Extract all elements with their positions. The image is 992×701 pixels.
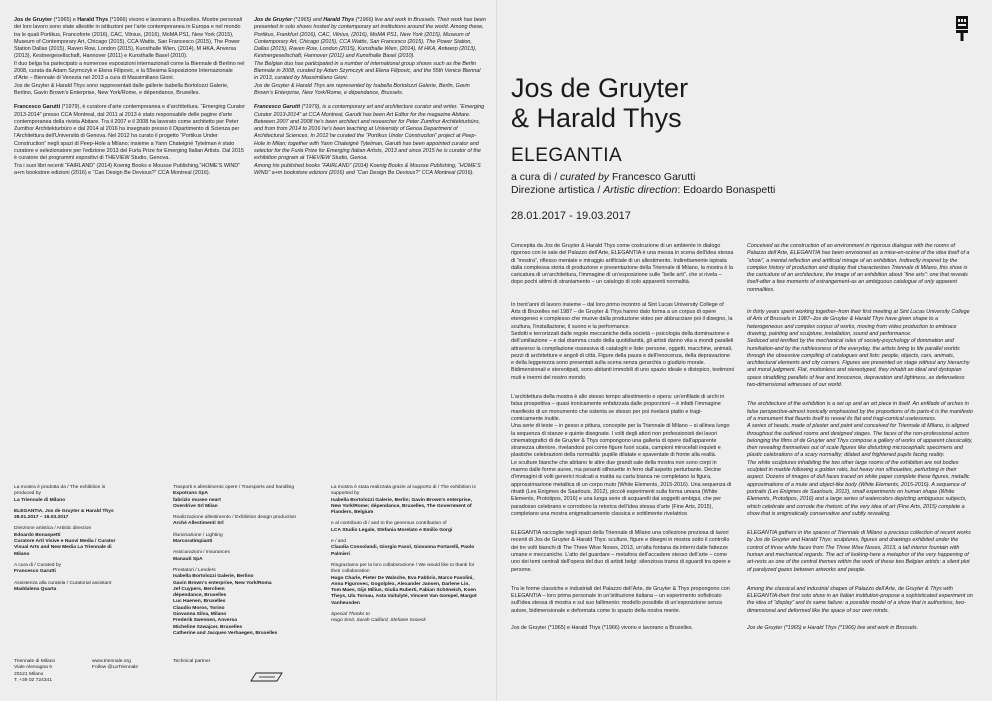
curated-by-line: a cura di / curated by Francesco Garutti	[511, 171, 696, 183]
technical-partner-label: Technical partner	[173, 659, 211, 664]
credit-entry: Ringraziamo per la loro collaborazione / We would like to thank for their collaboration Hugo Charle, Pieter De Walsche, Eva Fabbris, Marco Fasolini, Anna Figurovec, Gogolplex, Alexander Jansen, Darlene Lin, Tom Maes, Gijs Milius, Giulia Ruberti, Fabian Schöneich, Koen Theys, Ula Tornau, Asta Vaitulytė, Vincent Van Gompel, Margot Vanheusden	[331, 562, 477, 606]
credit-entry: Assistenza alla curatela / Curatorial assistant Maddalena Quarta	[14, 580, 112, 592]
body-paragraph-it: L’architettura della mostra è allo stesso tempo allestimento e opera: un’enfilade di archi in falsa prospettiva – quasi ironicamente enfatizzata dalle proporzioni – è infatti l’immagine manifesto di un monumento che ostenta se stesso per poi rivelarsi piatto e tragi-comicamente inutile. Una serie di teste – in gesso e pittura, concepite per la Triennale di Milano – si allinea lungo la sequenza di stanze e quinte disegnate. I volti degli attori non professionisti dei lavori cinematografici di de Gruyter & Thys compongono una galleria di opere dall’apparente stranezza ulteriore, rivelandosi poi come figure fuori scala, campioni mirocefali inquieti e plastiche celebrazioni della normalità: pupille dilatate e spaventate di fronte alla realtà. Le sculture bianche che abitano le altre due grandi sale della mostra non sono corpi in marmo dalle forme auree, ma pesanti silhouette in ferro dall’aspetto perturbante. Decine d’immagini di volti generici ricalcati a matita su carta bianca ne completano la figura, approssimazione metallica di un corpo muto (White Elements, 2015-2016). Una sequenza di ritratti (Les Enigmes de Saarlouis, 2012), piccoli esperimenti sulla forma umana (White Elements, Prototipos, 2016) e una lunga serie di acquarelli dai soggetti ambigui, che per paradosso celebrano e corrodono la retorica dell’idea stessa d’arte (Fine Arts, 2015), completano una mostra enigmaticamente classica e sottilmente rivelatrice.	[511, 394, 732, 517]
curator-credits	[511, 171, 891, 197]
artistic-direction-line: Direzione artistica / Artistic direction: Edoardo Bonaspetti	[511, 184, 776, 196]
credit-entry: Illuminazione / Lighting Marcoratimpianti	[173, 532, 223, 545]
footer-partner	[173, 659, 243, 670]
website-text: www.triennale.org Follow @LaTriennale	[92, 659, 139, 671]
body-column-italian	[511, 243, 734, 639]
credit-entry: Realizzazione allestimento / Exhibition design production Arché Allestimenti Srl	[173, 515, 297, 527]
body-paragraph-it: ELEGANTIA raccoglie negli spazi della Triennale di Milano una collezione preziosa di lavori recenti di Jos de Gruyter & Harald Thys: sculture, figure e disegni in mostra sotto il controllo dei tre volti bianchi di The Three Wise Noses, 2013, un’alta fontana da interni dalle fattezze umane e meccaniche. L’atto del guardare – metafora dell’accadere stesso dell’arte – come uno dei temi centrali dell’opera del duo di artisti belgi: silenziosa trama di sguardi tra opere e persone.	[511, 530, 731, 573]
bio-curator-en: Francesco Garutti (*1979), is a contemporary art and architecture curator and writer. “Emerging Curator 2013-2014” at CCA Montreal, Garutti has been Art Editor for the magazine Abitare. Between 2007 and 2008 he’s been architect and researcher for Peter Zumthor Architekturbüro, and from from 2014 to 2016 he’s been teaching at University of Genoa Department of Architectural Sciences. In 2012 he curated the “Portikus Under Construction” project at Peep-Hole in Milan; together with Yann Chateigné Tytelman, Garutti has been appointed curator and selector for the Furla Prize for Emerging Italian Artists, 2013 and since 2015 he is curator of the exhibition program at THEVIEW Studio, Genoa. Among his published books “FAIRLAND” (2014) Koenig Books & Mousse Publishing, “HOME’S WIND” a+m bookstore edizioni (2016) and “Can Design Be Devious?” CCA Montreal (2016).	[254, 104, 485, 176]
body-paragraph-it: In trent’anni di lavoro insieme – dal loro primo incontro al Sint Lucas University College of Arts di Bruxelles nel 1987 – de Gruyter & Thys hanno dato forma a un corpus di opere eterogeneo e complesso che muove dalla produzione video per abbracciare poi il disegno, la scultura, l’installazione, il suono e la performance. Sedotti e terrorizzati dalle regole meccaniche della società – psicologia della dominazione e dell’umiliazione – e dal dramma crudo della quotidianità, gli artisti danno vita a mondi paralleli attraverso la compilazione ossessiva di cataloghi e liste: persone, oggetti, macchine, animali, pezzi di architetture e angoli di città. Figure della paura e dell’innocenza, della depravazione e della leggerezza sono presentati sulla scena senza gerarchia o giudizio morale. Bidimensionali e stereotipati, sono abitanti immobili di uno spazio ideale e distopico, testimoni muti e inermi del nostro mondo.	[511, 301, 734, 381]
credit-entry: Prestatori / Lenders Isabella Bortolozzi Galerie, Berlino Gavin Brown's enterprise, New York/Roma Jef Cuypers, Berchem dépendance, Bruxelles Luc Haenen, Bruxelles Claudio Moros, Torino Giovanna Silva, Milano Frederik Swennen, Anversa Micheline Szwajcer, Bruxelles Catherine and Jacques Verhaegen, Bruxelles	[173, 567, 278, 636]
credit-entry: La mostra è stata realizzata grazie al supporto di / The exhibition is supported by Isabella Bortolozzi Galerie, Berlin; Gavin Brown's enterprise, New York/Rome; dépendance, Bruxelles, The Government of Flanders, Belgium	[331, 485, 476, 516]
body-paragraph-it: Tra le forme classiche e industriali del Palazzo dell’Arte, de Gruyter & Thys propongono con ELEGANTIA – loro prima personale in un’istituzione italiana – un esperimento sofisticato sull’idea stessa di mostra e sul suo fallimento: modello possibile di un’esposizione senza autore, bidimensionale e deformata come lo spazio della nostra mente.	[511, 585, 730, 614]
footer-address	[14, 659, 84, 689]
credit-entry: La mostra è prodotta da / The exhibition is produced by La Triennale di Milano	[14, 485, 106, 503]
credit-entry: A cura di / Curated by Francesco Garutti	[14, 562, 62, 575]
credits-column-1	[14, 485, 126, 598]
credit-entry: e / and Claudia Consolandi, Giorgio Fasol, Giovanna Fortarelli, Paolo Palmieri	[331, 539, 475, 557]
triennale-logo	[956, 16, 968, 41]
credit-entry: Trasporti e allestimento opere / Transports and handling Expotrans SpA fabrizio museo neart Overdrive Srl Milan	[173, 485, 295, 509]
credit-entry: e al contributo di / and to the generous contribution of LCA Studio Legale, Stefania Morelato e Emilio Gorgi	[331, 521, 453, 533]
bio-artists-it: Jos de Gruyter (*1965) e Harald Thys (*1966) vivono e lavorano a Bruxelles. Mostre personali dei loro lavoro sono state allestite in istituzioni per l’arte contemporanea in Europa e nel mondo tra le quali Portikus, Francoforte (2016), CAC, Vilnius, (2016), MoMA PS1, New York (2015), Museum of Contemporary Art, Chicago (2015), CCA Wattis, San Francesco (2015), The Power Station Dallas (2015), Raven Row, London (2015), Kunsthalle Wien, (2014), M HKA, Anversa (2013), Kestnergesellschaft, Hannover (2011) e Kunsthalle Basel (2010). Il duo belga ha partecipato a numerose esposizioni internazionali come la Biennale di Berlino nel 2008, curata da Adam Szymczyk e Elena Filipovic, e la 55esima Esposizione Internazionale d’Arte – Biennale di Venezia nel 2013 a cura di Massimiliano Gioni. Jos de Gruyter & Harald Thys sono rappresentati dalle gallerie Isabella Bortolozzi Galerie, Berlino, Gavin Brown’s Enterprise, New York/Rome, e dépendance, Bruxelles.	[14, 17, 245, 96]
body-paragraph-en: ELEGANTIA gathers in the spaces of Triennale di Milano a precious collection of recent works by Jos de Gruyter and Harald Thys: sculptures, figures and drawings exhibited under the control of three white faces from The Three Wise Noses, 2013, a tall interior fountain with human and mechanical regards. The act of looking-here a metaphor of the very happening of art-rests as one of the central themes within the work of these two Belgian artists: a silent plot of paralyzed gazes between artworks and people.	[747, 530, 971, 573]
credit-entry: Assicurazioni / Insurances Manauti SpA	[173, 550, 230, 562]
body-paragraph-en: Conceived as the construction of an environment in rigorous dialogue with the rooms of Palazzo dell’Arte, ELEGANTIA has been envisioned as a mise-en-scène of the idea itself of a “show”, a mental reflection and artificial mirage of an exhibition. Indirectly inspired by the complex history of production and display that characterizes Triennale di Milano, this show is the caricature of an architecture, the image of an exhibition about “fine arts”: one that reveals itself-after a few moments of estrangement-as an ambiguous catalogue of only apparent normalities.	[747, 243, 970, 293]
bio-column-italian	[14, 17, 246, 184]
exhibition-title: ELEGANTIA	[511, 145, 623, 166]
bio-artists-en: Jos de Gruyter (*1965) and Harald Thys (*1966) live and work in Brussels. Their work has been presented in solo shows hosted by contemporary art institutions around the world. Among these, Portikus, Frankfurt (2016), CAC, Vilnius, (2016), MoMA PS1, New York (2015), Museum of Contemporary Art, Chicago (2015), CCA Wattis, San Francesco (2015), The Power Station, Dallas (2015), Raven Row, London (2015), Kunsthalle Wien, (2014), M HKA, Antwerp (2013), Kestnergesellschaft, Hannover (2011) and Kunsthalle Basel (2010). The Belgian duo has participated in a number of international group shows such as the Berlin Biennale in 2008, curated by Adam Szymczyk and Elena Filipovic, and the 55th Venice Biennal in 2013, curated by Massimiliano Gioni. Jos de Gruyter & Harald Thys are represented by Isabella Bortolozzi Galerie, Berlin, Gavin Brown’s Enterprise, New York/Rome, e dépendance, Brussels.	[254, 17, 486, 96]
credits-column-3	[331, 485, 481, 630]
address-text: Triennale di Milano Viale Alemagna 6 20121 Milano T. +39 02 724341	[14, 659, 56, 683]
exhibition-dates: 28.01.2017 - 19.03.2017	[511, 210, 631, 222]
body-paragraph-it: Concepita da Jos de Gruyter & Harald Thys come costruzione di un ambiente in dialogo rigoroso con le sale del Palazzo dell’Arte, ELEGANTIA è una messa in scena dell’idea stessa di “mostra”, riflesso mentale e miraggio artificiale di un allestimento. Indirettamente ispirata dalla complessa storia di produzione e presentazione della Triennale di Milano, la mostra è la caricatura di un’architettura, l’immagine di un’esposizione sulle “belle arti”, che si rivela – dopo pochi attimi di straniamento – un catalogo di solo apparenti normalità.	[511, 243, 734, 286]
technical-partner-logo	[250, 672, 283, 682]
artists-title: Jos de Gruyter & Harald Thys	[511, 73, 689, 133]
bio-column-english	[254, 17, 486, 184]
footer-web	[92, 659, 164, 677]
body-column-english	[747, 243, 973, 639]
body-paragraph-en: In thirty years spent working together–from their first meeting at Sint Lucas University College of Arts of Brussels in 1987–Jos de Gruyter & Harald Thys have given shape to a heterogeneous and complex corpus of works, moving from video production to embrace drawing, painting and sculpture, installation, sound and performance. Seduced and terrified by the mechanical rules of society-psychology of domination and humiliation-and by the ruthlessness of the everyday, the artists bring to life parallel worlds through the obsessive compiling of catalogues and lists: people, objects, cars, animals, architectural elements and city corners. Figures are presented on stage without any hierarchy and moral judgment. Flat, motionless and stereotyped, they inhabit an ideal and dystopian space straddling parallels of fear and innocence, depravation and lightness, as defenseless two-dimensional witnesses of our world.	[747, 309, 970, 389]
body-paragraph-it: Jos de Gruyter (*1965) e Harald Thys (*1966) vivono e lavorano a Bruxelles.	[511, 625, 694, 632]
page-fold	[496, 0, 497, 701]
body-paragraph-en: The architecture of the exhibition is a set up and an art piece in itself. An enfilade of arches in false perspective-almost ironically emphasized by the proportions of its parts-it is the manifesto of a monument that flaunts itself to reveal its flat and tragi-comical uselessness. A series of heads, made of plaster and paint and conceived for Triennale di Milano, is aligned throughout the outlined rooms and designed stages. The faces of the non-professional actors belonging the films of de Gruyter and Thys compose a gallery of works of apparent classicality, then revealing themselves out of scale figures like disturbing microcephalic specimens and plastic celebrations of a scary normality; dilated and frightened pupils facing reality. The white sculptures inhabiting the two other large rooms of the exhibition are not bodies sculpted in marble following a golden ratio, but heavy iron silhouettes, perturbing in their aspect. Dozens of images of dull faces traced on white paper complete these figures, metallic approximations of a mute and object-like body (White Elements, 2015-2016). A sequence of portraits (Les Enigmes de Saarlouis, 2012), small experiments on human shape (White Elements, Prototipos, 2016) and a large series of watercolors depicting ambiguous subjects, which celebrate and corrode the rhetoric of the very idea of art (Fine Arts, 2015) complete a show that is enigmatically conservative and subtly revealing.	[747, 401, 973, 517]
credits-column-2	[173, 485, 323, 642]
body-paragraph-en: Jos de Gruyter (*1965) e Harald Thys (*1966) live and work in Brussels.	[747, 625, 919, 632]
credit-entry: Direzione artistica / Artistic direction Edoardo Bonaspetti Curatore Arti Visive e Nuovi Media / Curator Visual Arts and New Media La Triennale di Milano	[14, 526, 116, 557]
credit-entry: ELEGANTIA. Jos de Gruyter & Harald Thys 28.01.2017 – 19.03.2017	[14, 508, 114, 521]
bio-curator-it: Francesco Garutti (*1979), è curatore d’arte contemporanea e d’architettura. “Emerging Curator 2013-2014” presso CCA Montreal, dal 2011 al 2013 è stato responsabile delle pagine d’arte contemporanea della rivista Abitare. Tra il 2007 e il 2008 ha lavorato come architetto per Peter Zumthor Architekturbüro e dal 2014 al 2016 ha insegnato presso il Dipartimento di Scienza per l’Architettura dell’Università di Genova. Nel 2012 ha curato il progetto “Portikus Under Construction” negli spazi di Peep-Hole a Milano; insieme a Yann Chateigné Tytelman è stato curatore e selezionatore per l’edizione 2013 del Furla Prize for Emerging Italian Artists. Dal 2015 è curatore dei programmi espositivi di THEVIEW Studio, Genova. Tra i suoi libri recenti “FAIRLAND” (2014) Koenig Books e Mousse Publishing,“HOME’S WIND” a+m bookstore edizioni (2016) e “Can Design Be Devious?” CCA Montreal (2016).	[14, 104, 246, 176]
body-paragraph-en: Among the classical and industrial shapes of Palazzo dell’Arte, de Gruyter & Thys with ELEGANTIA-their first solo show in an Italian institution-propose a sophisticated experiment on the idea of “display” and its same failure: a possible model of a show that is authorless, two-dimensional and deformed like the space of our own minds.	[747, 585, 973, 614]
credit-entry: Special Thanks to Hugo Smit, Sarah Caillard, Stefanie Snoeck	[331, 612, 426, 624]
